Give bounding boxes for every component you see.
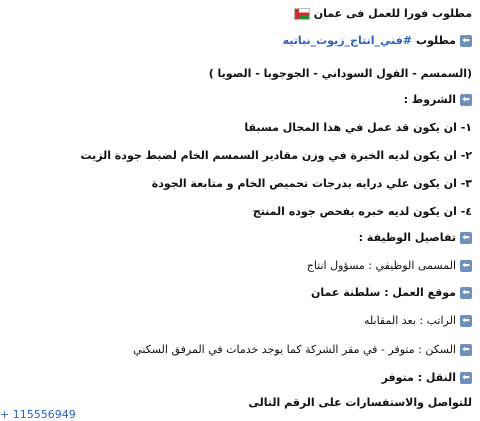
job-details-label: تفاصيل الوظيفة : [358,231,456,244]
oman-flag-icon [294,8,310,20]
arrow-left-icon: ⬅ [460,260,472,272]
condition-3-text: ٣- ان يكون علي درايه بدرجات تحميص الخام و متابعة الجودة [151,177,472,190]
transport-line [382,370,472,386]
post-title [294,6,472,22]
job-details-heading [359,230,472,246]
arrow-left-icon: ⬅ [460,315,472,327]
arrow-left-icon: ⬅ [460,372,472,384]
arrow-left-icon: ⬅ [460,232,472,244]
oils-text: (السمسم - الفول السوداني - الجوجوبا - الصويا ) [208,67,472,80]
post-title-text: مطلوب فورا للعمل فى عمان [313,7,472,20]
condition-1-text: ١- ان يكون قد عمل في هذا المجال مسبقا [244,121,472,134]
oils-line [209,66,472,82]
conditions-label: الشروط : [403,93,456,106]
arrow-left-icon: ⬅ [460,94,472,106]
housing-text: السكن : متوفر - في مقر الشركة كما يوجد خدمات في المرفق السكني [133,343,456,356]
hashtag-link[interactable]: #فني_انتاج_زيوت_نباتيه [282,34,413,47]
transport-text: النقل : متوفر [381,371,456,384]
arrow-left-icon: ⬅ [460,35,472,47]
housing-line [133,342,472,358]
job-title-line [307,258,472,274]
required-line [283,33,472,49]
job-title-text: المسمى الوظيفي : مسؤول انتاج [306,259,456,272]
arrow-left-icon: ⬅ [460,344,472,356]
salary-line [364,313,472,329]
condition-4-text: ٤- ان يكون لديه خبره بفحص جوده المنتج [252,205,472,218]
salary-text: الراتب : بعد المقابله [363,314,456,327]
condition-1 [244,120,472,136]
condition-2 [80,148,472,164]
arrow-left-icon: ⬅ [460,287,472,299]
conditions-heading [404,92,472,108]
required-prefix: مطلوب [416,34,456,47]
contact-line [248,395,472,411]
phone-number[interactable]: + 115556949 [0,408,76,421]
condition-4 [253,204,472,220]
work-location-line [311,285,472,301]
work-location-text: موقع العمل : سلطنة عمان [310,286,456,299]
contact-text: للتواصل والاستفسارات على الرقم التالى [248,396,472,409]
condition-3 [152,176,472,192]
condition-2-text: ٢- ان يكون لديه الخبرة في وزن مقادير السمسم الخام لضبط جودة الزيت [80,149,472,162]
